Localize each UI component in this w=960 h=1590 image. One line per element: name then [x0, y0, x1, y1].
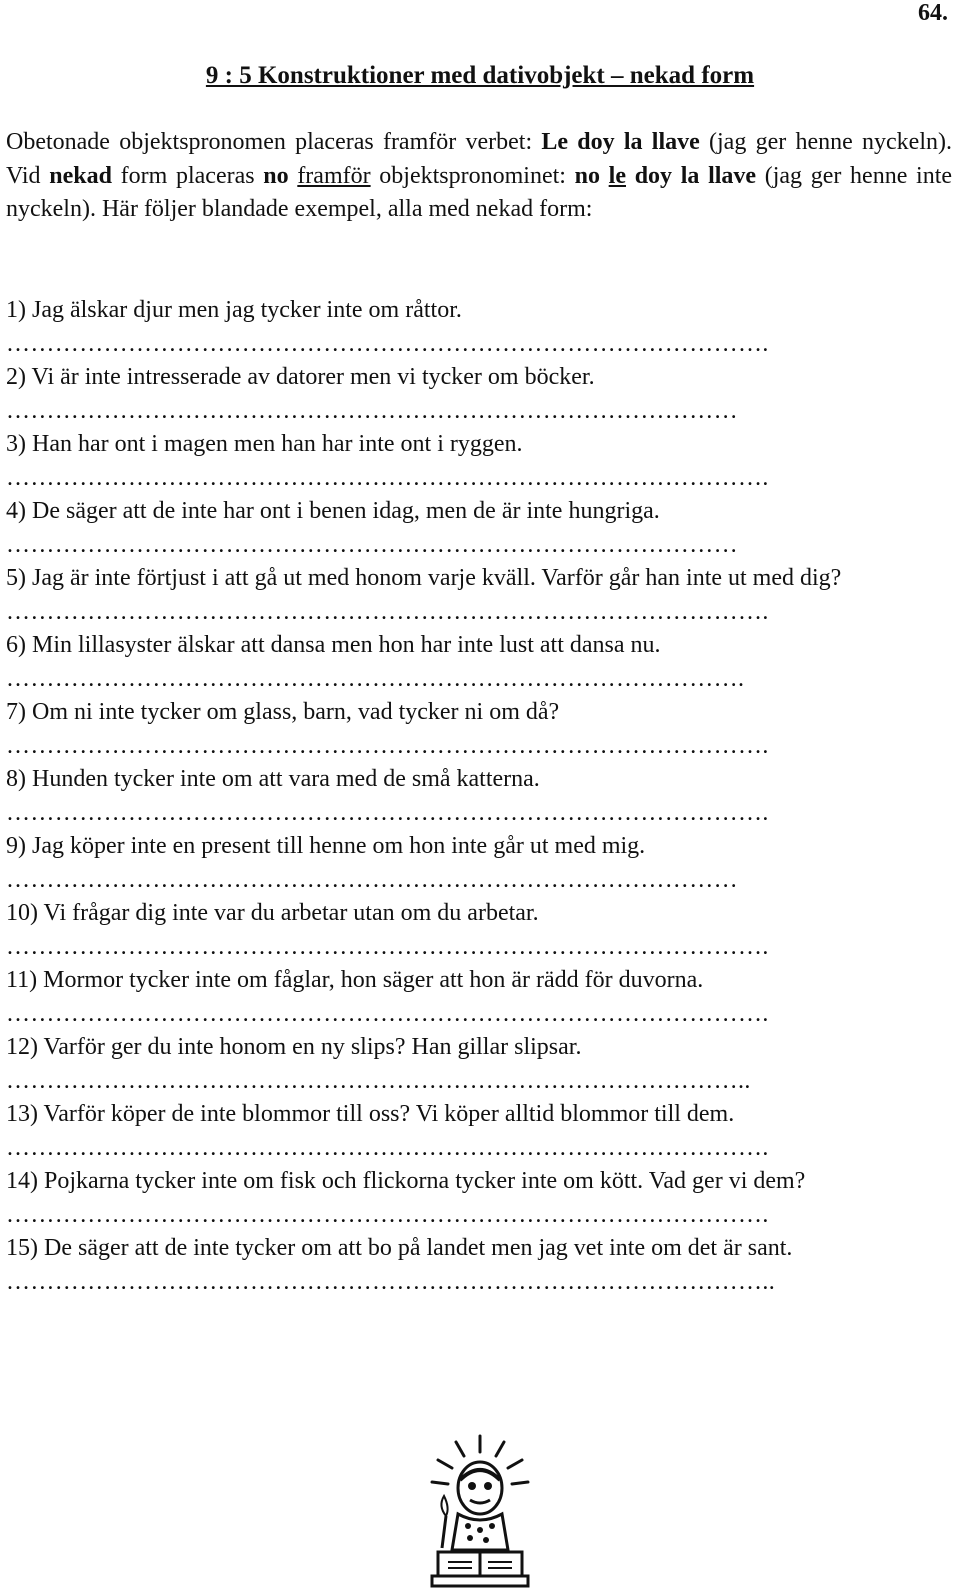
intro-text: form placeras: [111, 162, 264, 189]
exercise-sentence: 14) Pojkarna tycker inte om fisk och flickorna tycker inte om kött. Vad ger vi dem?: [6, 1168, 806, 1194]
exercise-item: [6, 294, 952, 361]
answer-line[interactable]: ………………………………………………………………………………….: [6, 464, 769, 491]
exercise-sentence: 15) De säger att de inte tycker om att bo på landet men jag vet inte om det är sant.: [6, 1235, 793, 1261]
exercise-sentence: 5) Jag är inte förtjust i att gå ut med honom varje kväll. Varför går han inte ut med dig?: [6, 565, 842, 591]
exercise-sentence: 11) Mormor tycker inte om fåglar, hon säger att hon är rädd för duvorna.: [6, 967, 704, 993]
page-number: 64.: [918, 0, 948, 26]
answer-line[interactable]: ………………………………………………………………………………: [6, 531, 738, 558]
answer-line[interactable]: ………………………………………………………………………………: [6, 866, 738, 893]
exercise-sentence: 2) Vi är inte intresserade av datorer men vi tycker om böcker.: [6, 364, 595, 390]
exercise-sentence: 1) Jag älskar djur men jag tycker inte om råttor.: [6, 297, 462, 323]
answer-line[interactable]: ……………………………………………………………………………….: [6, 665, 745, 692]
intro-example-bold: doy la llave: [634, 162, 757, 189]
exercise-sentence: 6) Min lillasyster älskar att dansa men hon har inte lust att dansa nu.: [6, 632, 661, 658]
answer-line[interactable]: ………………………………………………………………………………….: [6, 799, 769, 826]
answer-line[interactable]: ………………………………………………………………………………….: [6, 1134, 769, 1161]
exercise-item: [6, 1031, 952, 1098]
answer-line[interactable]: ………………………………………………………………………………..: [6, 1067, 751, 1094]
exercise-item: [6, 361, 952, 428]
exercise-item: [6, 696, 952, 763]
answer-line[interactable]: ………………………………………………………………………………….: [6, 330, 769, 357]
intro-text: objektspronominet:: [370, 162, 575, 189]
exercise-sentence: 8) Hunden tycker inte om att vara med de små katterna.: [6, 766, 540, 792]
exercise-item: [6, 1165, 952, 1232]
exercise-item: [6, 562, 952, 629]
thinking-scholar-illustration: [420, 1430, 540, 1590]
answer-line[interactable]: ………………………………………………………………………………….: [6, 933, 769, 960]
intro-text: [289, 163, 298, 189]
answer-line[interactable]: ………………………………………………………………………………….: [6, 598, 769, 625]
intro-example-bold-underlined: le: [608, 162, 626, 189]
answer-line[interactable]: ………………………………………………………………………………: [6, 397, 738, 424]
exercise-list: [6, 294, 952, 1299]
answer-line[interactable]: …………………………………………………………………………………..: [6, 1268, 776, 1295]
intro-keyword-bold: no: [263, 162, 289, 189]
intro-text: [600, 163, 609, 189]
intro-example-bold: no: [574, 162, 600, 189]
intro-keyword-underlined: framför: [297, 162, 371, 189]
exercise-item: [6, 1098, 952, 1165]
exercise-item: [6, 629, 952, 696]
exercise-item: [6, 964, 952, 1031]
exercise-sentence: 9) Jag köper inte en present till henne om hon inte går ut med mig.: [6, 833, 646, 859]
exercise-sentence: 13) Varför köper de inte blommor till oss? Vi köper alltid blommor till dem.: [6, 1101, 735, 1127]
intro-keyword-bold: nekad: [49, 162, 112, 189]
exercise-item: [6, 897, 952, 964]
exercise-sentence: 12) Varför ger du inte honom en ny slips? Han gillar slipsar.: [6, 1034, 582, 1060]
exercise-item: [6, 428, 952, 495]
intro-example-bold: Le doy la llave: [541, 129, 700, 155]
exercise-sentence: 10) Vi frågar dig inte var du arbetar utan om du arbetar.: [6, 900, 539, 926]
answer-line[interactable]: ………………………………………………………………………………….: [6, 1000, 769, 1027]
intro-text: (jag ger henne nyckeln). Vid: [6, 129, 952, 189]
intro-paragraph: [6, 126, 952, 227]
exercise-item: [6, 763, 952, 830]
exercise-item: [6, 495, 952, 562]
exercise-sentence: 3) Han har ont i magen men han har inte ont i ryggen.: [6, 431, 523, 457]
answer-line[interactable]: ………………………………………………………………………………….: [6, 1201, 769, 1228]
exercise-item: [6, 1232, 952, 1299]
answer-line[interactable]: ………………………………………………………………………………….: [6, 732, 769, 759]
intro-text: [626, 163, 635, 189]
exercise-sentence: 7) Om ni inte tycker om glass, barn, vad tycker ni om då?: [6, 699, 560, 725]
exercise-sentence: 4) De säger att de inte har ont i benen idag, men de är inte hungriga.: [6, 498, 660, 524]
intro-text: Obetonade objektspronomen placeras framför verbet:: [6, 129, 542, 155]
intro-text: (jag ger henne inte nyckeln). Här följer blandade exempel, alla med nekad form:: [6, 162, 953, 222]
exercise-item: [6, 830, 952, 897]
section-title: 9 : 5 Konstruktioner med dativobjekt – nekad form: [205, 62, 755, 89]
